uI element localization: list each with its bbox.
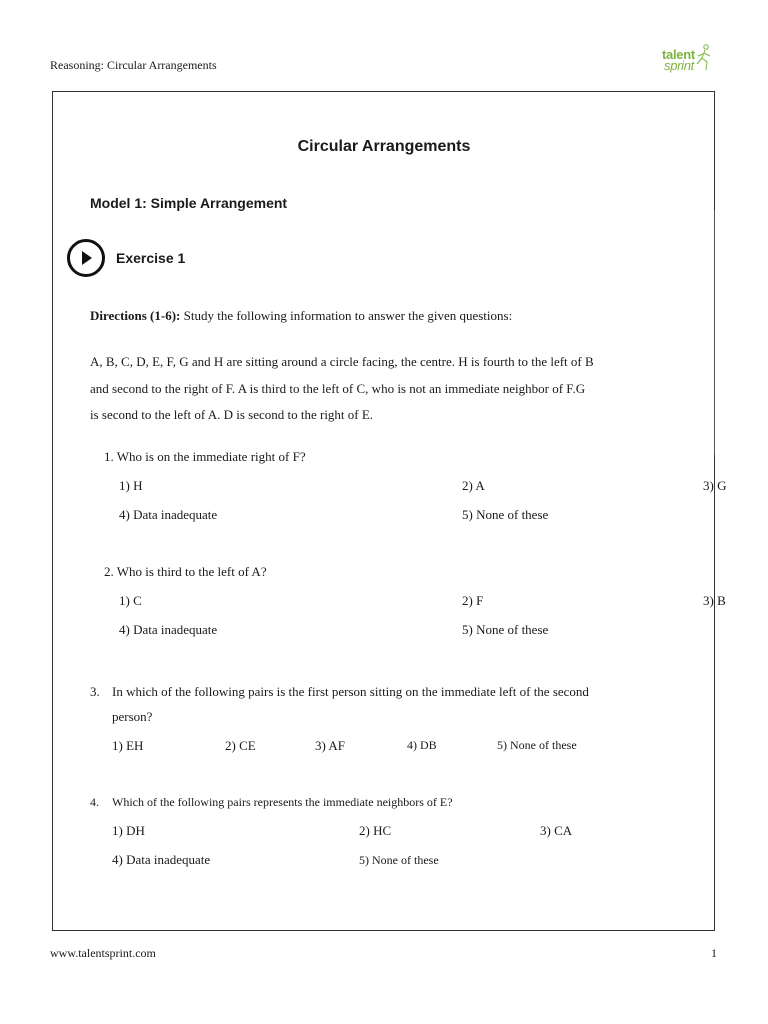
passage-line-2: and second to the right of F. A is third to the left of C, who is not an immediate neighbor of F.G: [90, 381, 586, 396]
q2-option-5: 5) None of these: [462, 622, 549, 637]
logo-text-bottom: sprint: [664, 58, 694, 73]
q1-option-1: 1) H: [119, 478, 143, 493]
q1-option-2: 2) A: [462, 478, 485, 493]
passage-line-1: A, B, C, D, E, F, G and H are sitting around a circle facing, the centre. H is fourth to the left of B: [90, 354, 594, 369]
question-3-number: 3.: [90, 684, 100, 699]
q1-option-3: 3) G: [703, 478, 727, 493]
runner-icon: [694, 44, 716, 74]
model-heading: Model 1: Simple Arrangement: [90, 195, 288, 211]
question-1: 1. Who is on the immediate right of F?: [104, 449, 306, 464]
exercise-label: Exercise 1: [116, 250, 186, 266]
question-3-line-1: In which of the following pairs is the first person sitting on the immediate left of the second: [112, 684, 589, 699]
q2-option-4: 4) Data inadequate: [119, 622, 218, 637]
q2-option-3: 3) B: [703, 593, 726, 608]
q3-option-1: 1) EH: [112, 738, 144, 753]
q4-option-2: 2) HC: [359, 823, 392, 838]
question-2: 2. Who is third to the left of A?: [104, 564, 267, 579]
page-title: Circular Arrangements: [297, 138, 471, 155]
q3-option-3: 3) AF: [315, 738, 345, 753]
question-3-line-2: person?: [112, 709, 153, 724]
directions-label: Directions (1-6):: [90, 308, 181, 323]
passage-line-3: is second to the left of A. D is second to the right of E.: [90, 407, 374, 422]
q3-option-5: 5) None of these: [497, 738, 577, 752]
play-circle-icon: [66, 238, 106, 278]
logo-text-top: talent: [662, 47, 695, 62]
footer-url[interactable]: www.talentsprint.com: [50, 946, 156, 960]
q1-option-4: 4) Data inadequate: [119, 507, 218, 522]
running-header: Reasoning: Circular Arrangements: [50, 58, 217, 72]
q2-option-2: 2) F: [462, 593, 484, 608]
q1-option-5: 5) None of these: [462, 507, 549, 522]
talentsprint-logo: [658, 44, 720, 76]
q3-option-4: 4) DB: [407, 738, 437, 752]
frame-edge-mark: [714, 210, 715, 455]
q2-option-1: 1) C: [119, 593, 142, 608]
q4-option-4: 4) Data inadequate: [112, 852, 211, 867]
directions: [90, 308, 512, 324]
q4-option-1: 1) DH: [112, 823, 145, 838]
page-number: 1: [711, 946, 717, 960]
q3-option-2: 2) CE: [225, 738, 256, 753]
question-4-number: 4.: [90, 795, 99, 809]
directions-text: Study the following information to answer the given questions:: [183, 308, 513, 323]
question-4-line-1: Which of the following pairs represents the immediate neighbors of E?: [112, 795, 453, 809]
q4-option-5: 5) None of these: [359, 853, 439, 867]
q4-option-3: 3) CA: [540, 823, 573, 838]
